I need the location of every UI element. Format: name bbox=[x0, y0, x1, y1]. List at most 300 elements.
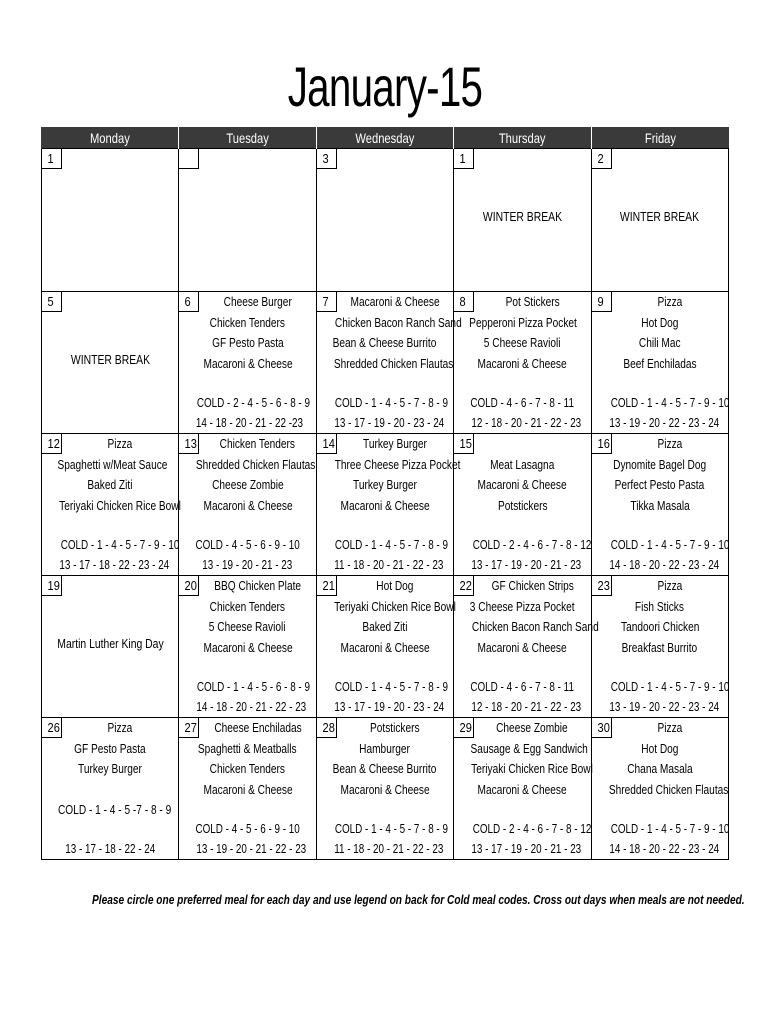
day-number-text: 23 bbox=[597, 578, 610, 593]
day-note bbox=[592, 209, 728, 224]
menu-option[interactable] bbox=[454, 434, 590, 455]
cold-code-text: COLD - 1 - 4 - 5 - 7 - 9 - 10 bbox=[610, 821, 729, 836]
cold-code-line bbox=[179, 535, 315, 555]
day-cell[interactable] bbox=[454, 434, 591, 576]
cold-code-text: COLD - 4 - 6 - 7 - 8 - 11 bbox=[470, 679, 575, 694]
menu-options bbox=[179, 292, 315, 374]
cold-meal-codes bbox=[454, 535, 590, 575]
cold-code-text: COLD - 1 - 4 - 5 - 7 - 9 - 10 bbox=[610, 679, 729, 694]
menu-option[interactable] bbox=[179, 455, 315, 476]
day-number bbox=[179, 149, 199, 169]
menu-option-text: Hot Dog bbox=[641, 314, 679, 330]
menu-option-text: Chana Masala bbox=[627, 761, 693, 776]
menu-option-text: Meat Lasagna bbox=[490, 456, 555, 472]
menu-option[interactable] bbox=[317, 292, 453, 313]
day-number-text: 6 bbox=[184, 294, 192, 309]
menu-options bbox=[317, 292, 462, 374]
menu-option-text: GF Pesto Pasta bbox=[211, 335, 284, 350]
menu-option-text: Baked Ziti bbox=[362, 619, 408, 634]
cold-code-line bbox=[317, 697, 453, 717]
menu-option-text: GF Chicken Strips bbox=[491, 578, 574, 593]
menu-option[interactable] bbox=[179, 475, 315, 496]
menu-option-text: Teriyaki Chicken Rice Bowl bbox=[333, 598, 456, 614]
cold-code-line bbox=[179, 393, 315, 413]
menu-option[interactable] bbox=[592, 434, 728, 455]
cold-meal-codes bbox=[454, 677, 590, 717]
menu-option-text: Cheese Burger bbox=[223, 294, 292, 309]
cold-code-text: 13 - 17 - 19 - 20 - 21 - 23 bbox=[471, 557, 582, 572]
menu-option-text: Chili Mac bbox=[638, 335, 681, 350]
menu-option[interactable] bbox=[592, 455, 728, 476]
day-cell[interactable] bbox=[316, 718, 453, 860]
day-cell[interactable] bbox=[179, 149, 316, 292]
cold-code-text: COLD - 2 - 4 - 6 - 7 - 8 - 12 bbox=[472, 821, 592, 836]
day-cell[interactable] bbox=[454, 292, 591, 434]
menu-option[interactable] bbox=[317, 780, 453, 801]
menu-option[interactable] bbox=[179, 718, 315, 739]
menu-options bbox=[317, 718, 453, 800]
cold-code-line bbox=[592, 677, 728, 697]
menu-options bbox=[317, 434, 461, 516]
menu-option-text: Pizza bbox=[657, 436, 683, 451]
day-cell[interactable] bbox=[454, 149, 591, 292]
menu-options bbox=[179, 718, 315, 800]
menu-option[interactable] bbox=[592, 475, 728, 496]
day-number bbox=[317, 149, 337, 169]
menu-options bbox=[42, 434, 181, 516]
menu-options bbox=[454, 434, 590, 516]
menu-option[interactable] bbox=[592, 354, 728, 375]
menu-option-text: Teriyaki Chicken Rice Bowl bbox=[471, 761, 594, 776]
day-cell[interactable] bbox=[179, 576, 316, 718]
menu-option-text: BBQ Chicken Plate bbox=[214, 578, 301, 593]
menu-option[interactable] bbox=[42, 800, 178, 821]
menu-option[interactable] bbox=[317, 759, 453, 780]
instructions-note bbox=[0, 892, 770, 907]
menu-option-text: COLD - 1 - 4 - 5 -7 - 8 - 9 bbox=[57, 802, 172, 817]
menu-option-text: Beef Enchiladas bbox=[623, 355, 697, 371]
cold-code-line bbox=[592, 839, 728, 859]
day-number-text: 3 bbox=[322, 151, 329, 166]
menu-option[interactable] bbox=[592, 780, 728, 801]
menu-option[interactable] bbox=[42, 475, 178, 496]
menu-option[interactable] bbox=[42, 759, 178, 780]
cold-code-text: 11 - 18 - 20 - 21 - 22 - 23 bbox=[334, 841, 444, 856]
cold-code-line bbox=[317, 819, 453, 839]
menu-option[interactable] bbox=[592, 739, 728, 760]
header-tuesday bbox=[179, 127, 316, 149]
cold-meal-codes bbox=[317, 393, 453, 433]
menu-options bbox=[454, 576, 599, 658]
cold-code-text: COLD - 1 - 4 - 5 - 7 - 8 - 9 bbox=[334, 821, 448, 836]
menu-option-text: Chicken Tenders bbox=[209, 314, 286, 330]
menu-option[interactable] bbox=[454, 759, 594, 780]
menu-option-text: Dynomite Bagel Dog bbox=[613, 456, 707, 472]
menu-option[interactable] bbox=[179, 617, 315, 638]
menu-option[interactable] bbox=[317, 333, 453, 354]
menu-option-text: Macaroni & Cheese bbox=[477, 355, 567, 371]
cold-code-text: 13 - 17 - 18 - 22 - 24 bbox=[65, 841, 156, 856]
menu-option[interactable] bbox=[179, 638, 315, 659]
day-note bbox=[454, 209, 590, 224]
menu-option[interactable] bbox=[454, 638, 590, 659]
cold-code-text: 13 - 17 - 19 - 20 - 23 - 24 bbox=[334, 415, 444, 430]
week-row bbox=[42, 576, 729, 718]
menu-option-text: Breakfast Burrito bbox=[622, 639, 698, 655]
cold-code-line bbox=[454, 413, 590, 433]
header-label: Friday bbox=[644, 129, 676, 146]
menu-option[interactable] bbox=[592, 638, 728, 659]
menu-option[interactable] bbox=[317, 718, 453, 739]
menu-option-text: Macaroni & Cheese bbox=[350, 294, 440, 309]
cold-code-line bbox=[42, 555, 178, 575]
week-row bbox=[42, 149, 729, 292]
cold-code-line bbox=[317, 555, 453, 575]
menu-option-text: Three Cheese Pizza Pocket bbox=[334, 456, 461, 472]
menu-option[interactable] bbox=[42, 718, 178, 739]
menu-option[interactable] bbox=[454, 739, 590, 760]
day-note-text: WINTER BREAK bbox=[620, 209, 700, 224]
menu-option[interactable] bbox=[592, 292, 728, 313]
day-cell[interactable] bbox=[179, 718, 316, 860]
cold-code-line bbox=[592, 535, 728, 555]
menu-option[interactable] bbox=[179, 333, 315, 354]
menu-option-text: Turkey Burger bbox=[363, 436, 427, 451]
menu-options bbox=[592, 434, 728, 516]
menu-option-text: Hot Dog bbox=[376, 578, 414, 593]
menu-option[interactable] bbox=[592, 597, 728, 618]
menu-option-text: Turkey Burger bbox=[78, 761, 143, 776]
day-number-text: 30 bbox=[597, 720, 610, 735]
menu-option-text: Sausage & Egg Sandwich bbox=[470, 740, 588, 756]
menu-option-text: Spaghetti w/Meat Sauce bbox=[57, 456, 168, 472]
header-wednesday bbox=[316, 127, 453, 149]
cold-code-line bbox=[592, 393, 728, 413]
cold-meal-codes bbox=[454, 819, 590, 859]
menu-option[interactable] bbox=[592, 759, 728, 780]
menu-option-text: Spaghetti & Meatballs bbox=[198, 740, 297, 756]
cold-meal-codes bbox=[317, 535, 453, 575]
day-cell[interactable] bbox=[591, 576, 728, 718]
menu-options bbox=[42, 718, 178, 821]
menu-option[interactable] bbox=[454, 313, 590, 334]
menu-option[interactable] bbox=[454, 496, 590, 517]
menu-option[interactable] bbox=[454, 780, 590, 801]
menu-option[interactable] bbox=[454, 292, 590, 313]
header-label: Monday bbox=[90, 129, 131, 146]
menu-option-text: Macaroni & Cheese bbox=[477, 639, 567, 655]
cold-meal-codes bbox=[592, 677, 728, 717]
day-cell[interactable] bbox=[42, 576, 179, 718]
day-cell[interactable] bbox=[454, 718, 594, 860]
cold-code-text: COLD - 4 - 5 - 6 - 9 - 10 bbox=[195, 537, 301, 552]
menu-option-text: Macaroni & Cheese bbox=[477, 781, 567, 797]
cold-code-text: 12 - 18 - 20 - 21 - 22 - 23 bbox=[471, 415, 582, 430]
cold-code-line bbox=[454, 535, 590, 555]
menu-option-text: Bean & Cheese Burrito bbox=[333, 335, 437, 350]
cold-code-text: 13 - 17 - 18 - 22 - 23 - 24 bbox=[59, 557, 170, 572]
menu-option[interactable] bbox=[317, 739, 453, 760]
cold-code-text: 13 - 19 - 20 - 21 - 23 bbox=[202, 557, 293, 572]
week-row bbox=[42, 718, 729, 860]
menu-option-text: Cheese Enchiladas bbox=[213, 720, 302, 735]
header-label: Thursday bbox=[499, 129, 546, 146]
cold-code-text: 13 - 19 - 20 - 22 - 23 - 24 bbox=[608, 699, 719, 714]
day-cell[interactable] bbox=[42, 292, 179, 434]
menu-option-text: 3 Cheese Pizza Pocket bbox=[469, 598, 575, 614]
cold-code-line bbox=[42, 839, 178, 859]
menu-option-text: Hot Dog bbox=[641, 740, 679, 756]
menu-option-text: Macaroni & Cheese bbox=[477, 477, 567, 492]
day-number-text: 27 bbox=[184, 720, 198, 735]
cold-meal-codes bbox=[592, 819, 728, 859]
day-number-text: 26 bbox=[47, 720, 60, 735]
cold-code-line bbox=[179, 839, 315, 859]
day-number-text: 16 bbox=[597, 436, 610, 451]
lunch-calendar bbox=[41, 127, 729, 860]
menu-option[interactable] bbox=[592, 333, 728, 354]
menu-option[interactable] bbox=[179, 780, 315, 801]
day-cell[interactable] bbox=[591, 718, 728, 860]
cold-meal-codes bbox=[179, 677, 315, 717]
menu-option-text: Macaroni & Cheese bbox=[340, 781, 430, 797]
menu-option-text: Chicken Tenders bbox=[219, 436, 296, 451]
instructions-text: Please circle one preferred meal for each day and use legend on back for Cold meal codes. Cross out days when meals are not needed. bbox=[92, 892, 745, 907]
header-label: Wednesday bbox=[355, 129, 415, 146]
menu-option[interactable] bbox=[179, 576, 315, 597]
menu-option-text: Bean & Cheese Burrito bbox=[333, 761, 437, 776]
menu-option-text: Chicken Tenders bbox=[209, 761, 286, 776]
day-number bbox=[592, 149, 612, 169]
menu-option[interactable] bbox=[179, 292, 315, 313]
day-number-text: 20 bbox=[184, 578, 198, 593]
menu-option[interactable] bbox=[317, 434, 453, 455]
menu-option[interactable] bbox=[179, 759, 315, 780]
header-monday bbox=[42, 127, 179, 149]
cold-code-text: COLD - 1 - 4 - 5 - 7 - 9 - 10 bbox=[60, 537, 180, 552]
menu-option-text: Shredded Chicken Flautas bbox=[196, 456, 316, 472]
menu-option-text: Potstickers bbox=[497, 497, 548, 513]
cold-code-text: COLD - 2 - 4 - 5 - 6 - 8 - 9 bbox=[197, 395, 311, 410]
day-cell[interactable] bbox=[42, 149, 179, 292]
menu-option[interactable] bbox=[179, 597, 315, 618]
day-number-text: 14 bbox=[322, 436, 335, 451]
menu-option[interactable] bbox=[317, 617, 453, 638]
day-cell[interactable] bbox=[316, 149, 453, 292]
menu-option-text: Tikka Masala bbox=[630, 497, 690, 513]
cold-code-line bbox=[592, 413, 728, 433]
menu-option-text: Macaroni & Cheese bbox=[203, 355, 293, 371]
menu-option[interactable] bbox=[317, 455, 461, 476]
cold-code-line bbox=[592, 555, 728, 575]
menu-options bbox=[592, 718, 728, 800]
menu-option-text: Pizza bbox=[657, 578, 683, 593]
cold-meal-codes bbox=[42, 839, 178, 859]
cold-code-line bbox=[454, 393, 590, 413]
menu-option-text: GF Pesto Pasta bbox=[74, 740, 146, 756]
menu-options bbox=[592, 292, 728, 374]
menu-option[interactable] bbox=[592, 617, 728, 638]
menu-option[interactable] bbox=[454, 617, 599, 638]
cold-code-text: COLD - 4 - 6 - 7 - 8 - 11 bbox=[470, 395, 575, 410]
menu-option[interactable] bbox=[179, 434, 315, 455]
cold-meal-codes bbox=[42, 535, 178, 575]
menu-option[interactable] bbox=[42, 739, 178, 760]
menu-option[interactable] bbox=[454, 475, 590, 496]
menu-option[interactable] bbox=[42, 434, 178, 455]
week-row bbox=[42, 292, 729, 434]
header-thursday bbox=[454, 127, 591, 149]
day-cell[interactable] bbox=[179, 292, 316, 434]
cold-meal-codes bbox=[317, 677, 453, 717]
day-number bbox=[42, 292, 62, 312]
cold-code-line bbox=[317, 535, 453, 555]
menu-option[interactable] bbox=[179, 496, 315, 517]
menu-option[interactable] bbox=[592, 313, 728, 334]
menu-option[interactable] bbox=[317, 638, 453, 659]
menu-option[interactable] bbox=[454, 333, 590, 354]
day-number-text: 21 bbox=[322, 578, 335, 593]
menu-options bbox=[179, 576, 315, 658]
day-number-text: 1 bbox=[47, 151, 54, 166]
menu-option-text: Potstickers bbox=[370, 720, 420, 735]
menu-option-text: Fish Sticks bbox=[635, 598, 685, 614]
menu-option[interactable] bbox=[317, 354, 453, 375]
day-number-text: 19 bbox=[47, 578, 60, 593]
day-number-text: 13 bbox=[184, 436, 198, 451]
menu-option-text: Turkey Burger bbox=[353, 477, 417, 492]
menu-options bbox=[592, 576, 728, 658]
cold-code-text: 14 - 18 - 20 - 21 - 22 -23 bbox=[196, 415, 304, 430]
cold-code-line bbox=[592, 697, 728, 717]
menu-option-text: Macaroni & Cheese bbox=[203, 781, 293, 797]
menu-option-text: Teriyaki Chicken Rice Bowl bbox=[59, 497, 181, 513]
day-cell[interactable] bbox=[591, 292, 728, 434]
cold-meal-codes bbox=[179, 393, 315, 433]
menu-option-text: Cheese Zombie bbox=[496, 720, 569, 735]
menu-option[interactable] bbox=[454, 576, 590, 597]
menu-option-text: 5 Cheese Ravioli bbox=[209, 619, 286, 634]
menu-option[interactable] bbox=[317, 576, 453, 597]
menu-option[interactable] bbox=[179, 313, 315, 334]
cold-meal-codes bbox=[317, 819, 453, 859]
menu-option[interactable] bbox=[454, 354, 590, 375]
cold-code-text: COLD - 2 - 4 - 6 - 7 - 8 - 12 bbox=[472, 537, 592, 552]
menu-option-text: Pizza bbox=[107, 436, 133, 451]
day-cell[interactable] bbox=[316, 434, 461, 576]
menu-option-text: Pizza bbox=[107, 720, 133, 735]
menu-option[interactable] bbox=[592, 576, 728, 597]
cold-code-line bbox=[454, 697, 590, 717]
menu-option-text: Macaroni & Cheese bbox=[340, 497, 430, 513]
cold-code-line bbox=[454, 677, 590, 697]
menu-option[interactable] bbox=[592, 496, 728, 517]
menu-option-text: Tandoori Chicken bbox=[620, 619, 699, 634]
day-cell[interactable] bbox=[316, 292, 462, 434]
cold-meal-codes bbox=[454, 393, 590, 433]
cold-meal-codes bbox=[592, 535, 728, 575]
menu-option-text: Pizza bbox=[657, 294, 683, 309]
day-number bbox=[42, 149, 62, 169]
cold-code-line bbox=[179, 697, 315, 717]
menu-option[interactable] bbox=[454, 597, 590, 618]
day-number-text: 5 bbox=[47, 294, 54, 309]
page-title: January-15 bbox=[287, 55, 483, 118]
cold-code-line bbox=[454, 555, 590, 575]
menu-option-text: Chicken Bacon Ranch Sand bbox=[472, 619, 599, 634]
cold-code-text: COLD - 1 - 4 - 5 - 7 - 9 - 10 bbox=[610, 395, 729, 410]
menu-option[interactable] bbox=[42, 780, 178, 801]
menu-option[interactable] bbox=[179, 739, 315, 760]
menu-option-text: Chicken Tenders bbox=[209, 598, 286, 614]
menu-option[interactable] bbox=[317, 597, 456, 618]
day-note-text: WINTER BREAK bbox=[482, 209, 562, 224]
menu-option-text: Macaroni & Cheese bbox=[203, 639, 293, 655]
cold-code-line bbox=[454, 819, 590, 839]
cold-code-line bbox=[317, 393, 453, 413]
cold-code-text: 14 - 18 - 20 - 22 - 23 - 24 bbox=[608, 841, 719, 856]
menu-option[interactable] bbox=[592, 718, 728, 739]
menu-option[interactable] bbox=[179, 354, 315, 375]
menu-option-text: Macaroni & Cheese bbox=[340, 639, 430, 655]
cold-code-text: 13 - 17 - 19 - 20 - 23 - 24 bbox=[334, 699, 444, 714]
day-number bbox=[42, 576, 62, 596]
cold-code-line bbox=[454, 839, 590, 859]
day-cell[interactable] bbox=[316, 576, 456, 718]
menu-option[interactable] bbox=[42, 496, 181, 517]
menu-option-text: Baked Ziti bbox=[87, 477, 133, 492]
cold-code-text: 11 - 18 - 20 - 21 - 22 - 23 bbox=[334, 557, 444, 572]
menu-options bbox=[317, 576, 456, 658]
cold-code-line bbox=[317, 677, 453, 697]
menu-options bbox=[179, 434, 315, 516]
day-cell[interactable] bbox=[179, 434, 316, 576]
day-cell[interactable] bbox=[42, 718, 179, 860]
day-cell[interactable] bbox=[42, 434, 179, 576]
cold-code-line bbox=[42, 535, 178, 555]
menu-option[interactable] bbox=[317, 475, 453, 496]
cold-code-text: 13 - 17 - 19 - 20 - 21 - 23 bbox=[471, 841, 582, 856]
cold-code-text: COLD - 1 - 4 - 5 - 7 - 8 - 9 bbox=[334, 395, 448, 410]
cold-code-line bbox=[592, 819, 728, 839]
day-number-text: 7 bbox=[322, 294, 329, 309]
day-number-text: 28 bbox=[322, 720, 335, 735]
day-note bbox=[42, 352, 178, 367]
cold-code-line bbox=[317, 413, 453, 433]
menu-option-text: Shredded Chicken Flautas bbox=[333, 355, 454, 371]
header-label: Tuesday bbox=[226, 129, 269, 146]
menu-option[interactable] bbox=[317, 496, 453, 517]
cold-code-text: COLD - 1 - 4 - 5 - 6 - 8 - 9 bbox=[197, 679, 311, 694]
menu-option-text: Perfect Pesto Pasta bbox=[614, 477, 705, 492]
week-row bbox=[42, 434, 729, 576]
day-cell[interactable] bbox=[591, 434, 728, 576]
day-note-text: Martin Luther King Day bbox=[57, 636, 164, 651]
menu-option[interactable] bbox=[42, 455, 178, 476]
cold-code-text: COLD - 1 - 4 - 5 - 7 - 9 - 10 bbox=[610, 537, 729, 552]
day-cell[interactable] bbox=[454, 576, 599, 718]
menu-option-text: Pot Stickers bbox=[505, 294, 560, 309]
day-cell[interactable] bbox=[591, 149, 728, 292]
menu-option[interactable] bbox=[454, 455, 590, 476]
menu-option-text: Pizza bbox=[657, 720, 683, 735]
day-number bbox=[454, 149, 474, 169]
weekday-header-row bbox=[42, 127, 729, 149]
menu-option-text: Cheese Zombie bbox=[211, 477, 284, 492]
menu-option-text: Macaroni & Cheese bbox=[203, 497, 293, 513]
menu-option[interactable] bbox=[454, 718, 590, 739]
menu-option[interactable] bbox=[317, 313, 462, 334]
